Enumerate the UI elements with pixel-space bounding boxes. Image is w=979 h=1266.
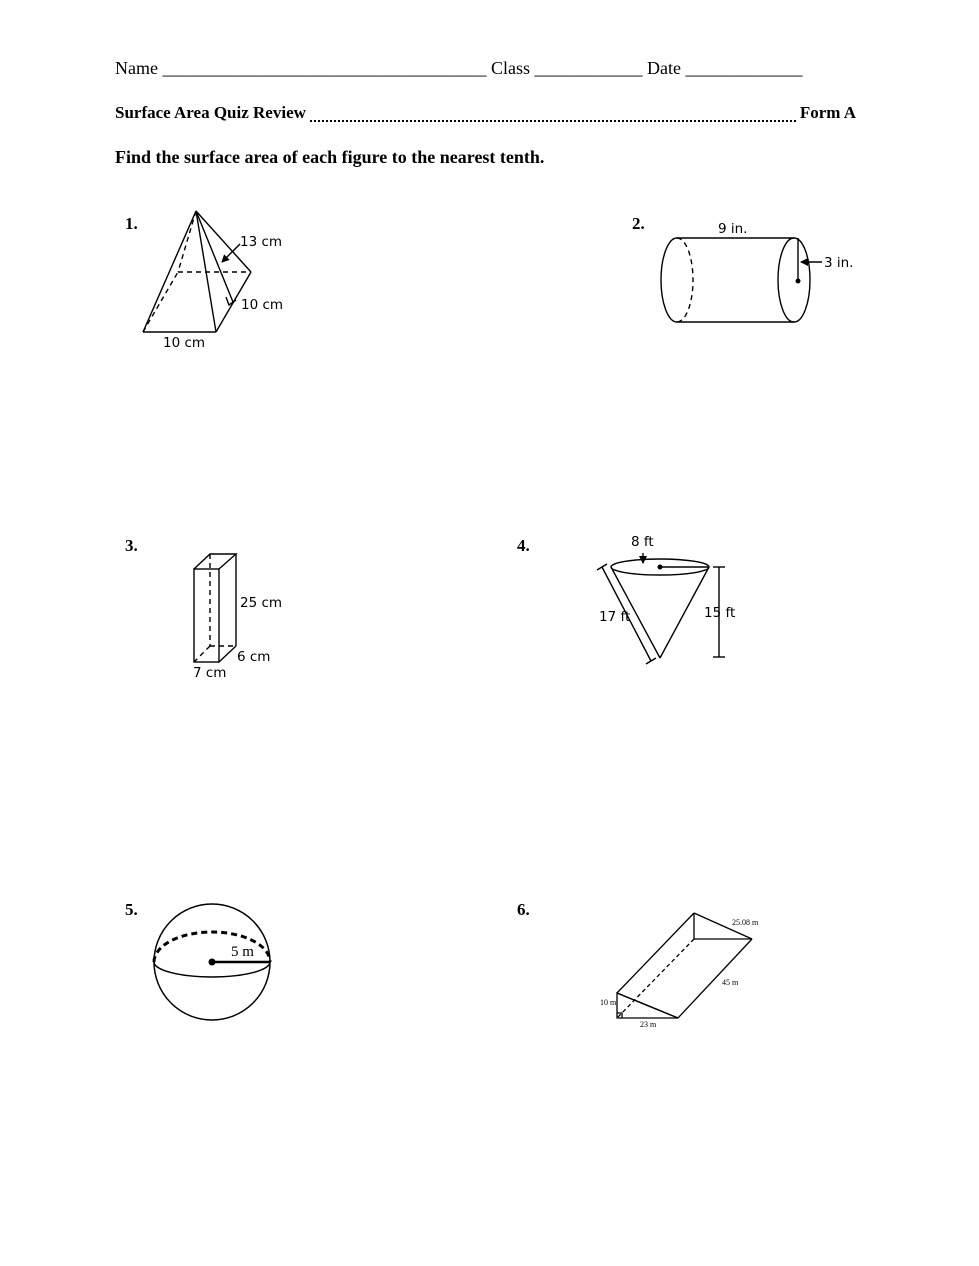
cylinder-center-dot — [796, 279, 801, 284]
name-label: Name — [115, 58, 158, 78]
pyramid-slant-label: 13 cm — [240, 234, 283, 250]
tri-prism-length-label: 45 m — [722, 978, 739, 987]
cylinder-length-label: 9 in. — [718, 221, 748, 237]
problem-2-number: 2. — [632, 214, 645, 233]
cone-center-dot — [658, 565, 663, 570]
prism-width-label: 7 cm — [193, 665, 227, 681]
problem-5-number: 5. — [125, 900, 138, 919]
problem-1-number: 1. — [125, 214, 138, 233]
triangular-prism-figure — [617, 913, 752, 1018]
tri-prism-height-label: 10 m — [600, 998, 617, 1007]
tri-prism-hypotenuse-label: 25.08 m — [732, 918, 759, 927]
class-blank[interactable]: ____________ — [534, 58, 643, 78]
date-blank[interactable]: _____________ — [685, 58, 803, 78]
pyramid-base-label: 10 cm — [163, 335, 206, 351]
cylinder-radius-label: 3 in. — [824, 255, 854, 271]
sphere-center-dot — [209, 959, 216, 966]
pyramid-side-label: 10 cm — [241, 297, 284, 313]
prism-depth-label: 6 cm — [237, 649, 271, 665]
cone-radius-label: 8 ft — [631, 534, 654, 550]
cone-slant-label: 17 ft — [599, 609, 631, 625]
cone-height-label: 15 ft — [704, 605, 736, 621]
problem-3-number: 3. — [125, 536, 138, 555]
date-label: Date — [647, 58, 681, 78]
class-label: Class — [490, 58, 530, 78]
quiz-title: Surface Area Quiz Review — [115, 103, 306, 122]
pyramid-figure — [143, 211, 251, 332]
prism-figure — [194, 554, 236, 662]
tri-prism-base-label: 23 m — [640, 1020, 657, 1029]
prism-height-label: 25 cm — [240, 595, 283, 611]
instructions: Find the surface area of each figure to the nearest tenth. — [115, 147, 545, 167]
sphere-radius-label: 5 m — [231, 944, 254, 960]
name-blank[interactable]: ____________________________________ — [162, 58, 487, 78]
problem-4-number: 4. — [517, 536, 530, 555]
problem-6-number: 6. — [517, 900, 530, 919]
form-label: Form A — [799, 103, 856, 122]
